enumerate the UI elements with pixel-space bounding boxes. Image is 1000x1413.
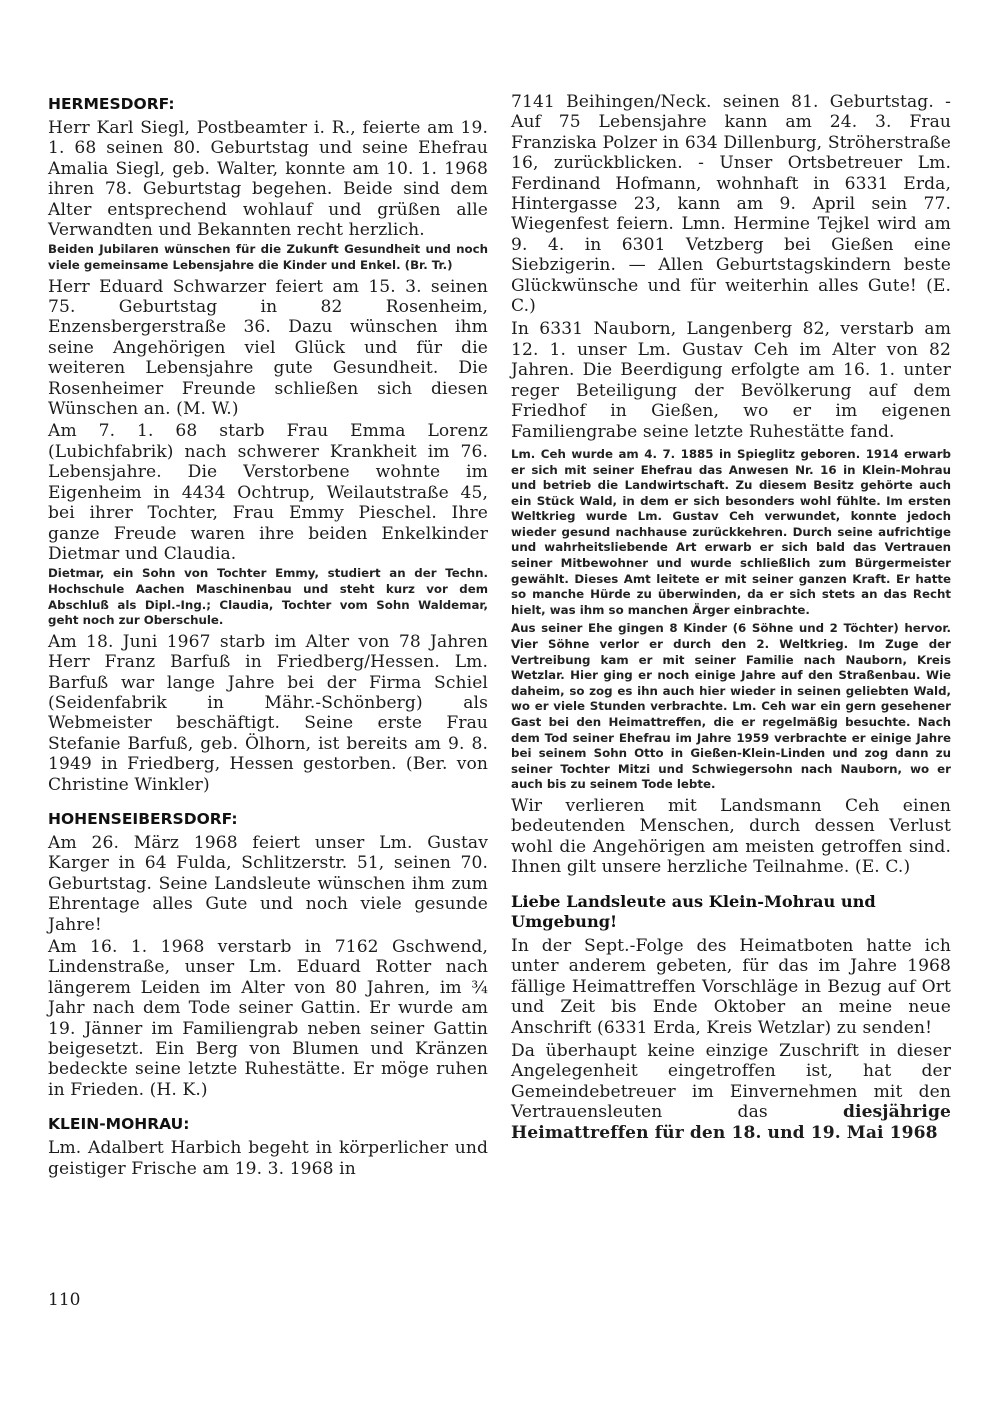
- heimattreffen-date-bold: diesjährige Heimattreffen für den 18. und 19. Mai 1968: [511, 1102, 951, 1143]
- birthdays-paragraph: 7141 Beihingen/Neck. seinen 81. Geburtstag. - Auf 75 Lebensjahre kann am 24. 3. Frau Franziska Polzer in 634 Dillenburg, Ströherstraße 16, zurückblicken. - Unser Ortsbetreuer Lm. Ferdinand Hofmann, wohnhaft in 6331 Erda, Hintergasse 23, kann am 9. April sein 77. Wiegenfest feiern. Lmn. Hermine Tejkel wird am 9. 4. in 6301 Vetzberg bei Gießen eine Siebzigerin. — Allen Geburtstagskindern beste Glückwünsche und für weiterhin alles Gute! (E. C.): [511, 92, 951, 317]
- heimattreffen-paragraph-2-text: Da überhaupt keine einzige Zuschrift in dieser Angelegenheit eingetroffen ist, hat der Gemeindebetreuer im Einvernehmen mit den Vertrauensleuten das: [511, 1041, 951, 1123]
- hermesdorf-paragraph-3: Am 7. 1. 68 starb Frau Emma Lorenz (Lubichfabrik) nach schwerer Krankheit im 76. Lebensjahre. Die Verstorbene wohnte im Eigenheim in 4434 Ochtrup, Weilautstraße 45, bei ihrer Tochter, Frau Emmy Pieschel. Ihre ganze Freude waren ihre beiden Enkelkinder Dietmar und Claudia.: [48, 421, 488, 564]
- hermesdorf-heading: HERMESDORF:: [48, 95, 175, 113]
- hohenseibersdorf-paragraph-2: Am 16. 1. 1968 verstarb in 7162 Gschwend, Lindenstraße, unser Lm. Eduard Rotter nach längerem Leiden im Alter von 80 Jahren, im ¾ Jahr nach dem Tode seiner Gattin. Er wurde am 19. Jänner im Familiengrab neben seiner Gattin beigesetzt. Ein Berg von Blumen und Kränzen bedeckte seine letzte Ruhestätte. Er möge ruhen in Frieden. (H. K.): [48, 936, 488, 1100]
- heimattreffen-paragraph-1: In der Sept.-Folge des Heimatboten hatte ich unter anderem gebeten, für das im Jahre 1968 fällige Heimattreffen Vorschläge in Bezug auf Ort und Zeit bis Ende Oktober an meine neue Anschrift (6331 Erda, Kreis Wetzlar) zu senden!: [511, 936, 951, 1038]
- obituary-ceh-closing: Wir verlieren mit Landsmann Ceh einen bedeutenden Menschen, durch dessen Verlust wohl die Angehörigen am meisten getroffen sind. Ihnen gilt unsere herzliche Teilnahme. (E. C.): [511, 795, 951, 878]
- liebe-landsleute-heading: Liebe Landsleute aus Klein-Mohrau und Umgebung!: [511, 891, 876, 931]
- left-column: [48, 92, 488, 1179]
- kleinmohrau-paragraph-1: Lm. Adalbert Harbich begeht in körperlicher und geistiger Frische am 19. 3. 1968 in: [48, 1138, 488, 1179]
- hohenseibersdorf-heading: HOHENSEIBERSDORF:: [48, 809, 238, 828]
- hermesdorf-paragraph-4: Am 18. Juni 1967 starb im Alter von 78 Jahren Herr Franz Barfuß in Friedberg/Hessen. Lm. Barfuß war lange Jahre bei der Firma Schiel (Seidenfabrik in Mähr.-Schönberg) als Webmeister beschäftigt. Seine erste Frau Stefanie Barfuß, geb. Ölhorn, ist bereits am 9. 8. 1949 in Friedberg, Hessen gestorben. (Ber. von Christine Winkler): [48, 631, 488, 795]
- hermesdorf-note-1: Beiden Jubilaren wünschen für die Zukunft Gesundheit und noch viele gemeinsame Lebensjahre die Kinder und Enkel. (Br. Tr.): [48, 242, 488, 273]
- hermesdorf-note-2: Dietmar, ein Sohn von Tochter Emmy, studiert an der Techn. Hochschule Aachen Maschinenbau und steht kurz vor dem Abschluß als Dipl.-Ing.; Claudia, Tochter vom Sohn Waldemar, geht noch zur Oberschule.: [48, 566, 488, 628]
- page-number: 110: [48, 1290, 81, 1310]
- obituary-ceh-note-2: Aus seiner Ehe gingen 8 Kinder (6 Söhne und 2 Töchter) hervor. Vier Söhne verlor er durch den 2. Weltkrieg. Im Zuge der Vertreibung kam er mit seiner Familie nach Nauborn, Kreis Wetzlar. Hier ging er noch einige Jahre auf den Straßenbau. Wie daheim, so zog es ihn auch hier wieder in seinen geliebten Wald, wo er viele Stunden verbrachte. Lm. Ceh war ein gern gesehener Gast bei den Heimattreffen, die er regelmäßig besuchte. Nach dem Tod seiner Ehefrau im Jahre 1959 verbrachte er einige Jahre bei seinem Sohn Otto in Gießen-Klein-Linden und zog dann zu seiner Tochter Mitzi und Schwiegersohn nach Nauborn, wo er auch bis zu seinem Tode lebte.: [511, 621, 951, 792]
- hohenseibersdorf-paragraph-1: Am 26. März 1968 feiert unser Lm. Gustav Karger in 64 Fulda, Schlitzerstr. 51, seinen 70. Geburtstag. Seine Landsleute wünschen ihm zum Ehrentage alles Gute und noch viele gesunde Jahre!: [48, 832, 488, 935]
- right-column: [511, 92, 951, 1143]
- hermesdorf-paragraph-1: Herr Karl Siegl, Postbeamter i. R., feierte am 19. 1. 68 seinen 80. Geburtstag und seine Ehefrau Amalia Siegl, geb. Walter, konnte am 10. 1. 1968 ihren 78. Geburtstag begehen. Beide sind dem Alter entsprechend wohlauf und grüßen alle Verwandten und Bekannten recht herzlich.: [48, 118, 488, 241]
- obituary-ceh-note-1: Lm. Ceh wurde am 4. 7. 1885 in Spieglitz geboren. 1914 erwarb er sich mit seiner Ehefrau das Anwesen Nr. 16 in Klein-Mohrau und betrieb die Landwirtschaft. Zu diesem Besitz gehörte auch ein Stück Wald, in dem er sich besonders wohl fühlte. Im ersten Weltkrieg wurde Lm. Gustav Ceh verwundet, konnte jedoch wieder gesund nachhause zurückkehren. Durch seine aufrichtige und wahrheitsliebende Art erwarb er sich bald das Vertrauen seiner Mitbewohner und wurde schließlich zum Bürgermeister gewählt. Dieses Amt leitete er mit seiner ganzen Kraft. Er hatte so manche Hürde zu überwinden, da er sich stets an das Recht hielt, was ihm so manchen Ärger einbrachte.: [511, 446, 951, 617]
- obituary-ceh-paragraph: In 6331 Nauborn, Langenberg 82, verstarb am 12. 1. unser Lm. Gustav Ceh im Alter von 82 Jahren. Die Beerdigung erfolgte am 16. 1. unter reger Beteiligung der Bevölkerung auf dem Friedhof in Gießen, wo er im eigenen Familiengrabe seine letzte Ruhestätte fand.: [511, 319, 951, 442]
- kleinmohrau-heading: KLEIN-MOHRAU:: [48, 1115, 190, 1134]
- hermesdorf-paragraph-2: Herr Eduard Schwarzer feiert am 15. 3. seinen 75. Geburtstag in 82 Rosenheim, Enzensbergerstraße 36. Dazu wünschen ihm seine Angehörigen viel Glück und für die weiteren Lebensjahre gute Gesundheit. Die Rosenheimer Freunde schließen sich diesen Wünschen an. (M. W.): [48, 276, 488, 420]
- heimattreffen-paragraph-2: [511, 1041, 951, 1143]
